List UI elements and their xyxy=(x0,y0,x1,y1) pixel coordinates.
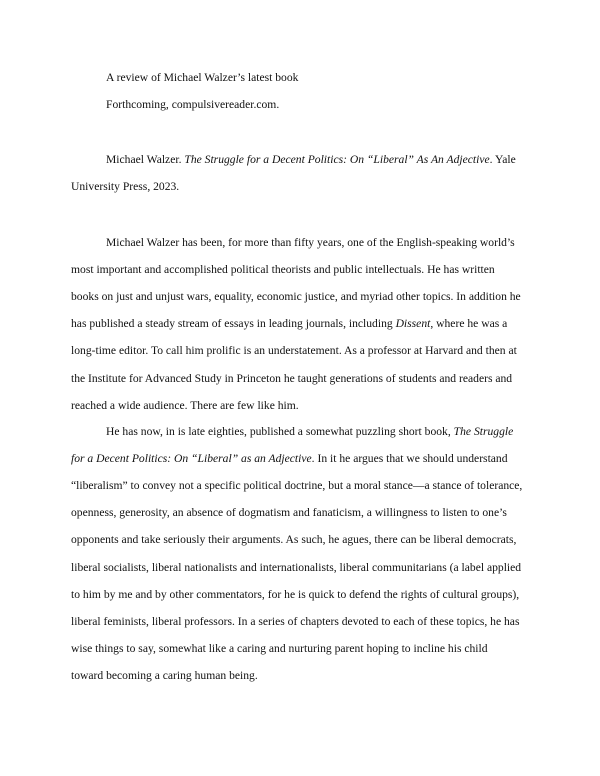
text-segment: liberal feminists, liberal professors. In a series of chapters devoted to each of these topics, he has xyxy=(71,614,520,628)
italic-title-text: The Struggle xyxy=(453,425,514,438)
text-segment: openness, generosity, an absence of dogmatism and fanaticism, a willingness to listen to one’s xyxy=(71,506,507,520)
paragraph-2-line xyxy=(71,533,516,547)
text-segment: the Institute for Advanced Study in Princeton he taught generations of students and readers and xyxy=(71,371,513,385)
paragraph-2-line xyxy=(71,561,521,575)
paragraph-2-line xyxy=(71,642,488,656)
paragraph-2-line xyxy=(71,588,519,602)
text-segment: , where he was a xyxy=(430,317,508,331)
citation-line xyxy=(106,153,516,167)
text-segment: A review of Michael Walzer’s latest book xyxy=(106,71,299,84)
italic-title-text: Dissent xyxy=(395,317,431,331)
italic-title-text: The Struggle for a Decent Politics: On “Liberal” As An Adjective xyxy=(184,153,490,166)
paragraph-2-line xyxy=(106,425,513,439)
text-segment: . Yale xyxy=(489,153,516,166)
paragraph-1-line xyxy=(71,372,512,386)
paragraph-1-line xyxy=(106,236,515,250)
text-segment: most important and accomplished political theorists and public intellectuals. He has written xyxy=(71,263,495,277)
text-segment: Michael Walzer has been, for more than fifty years, one of the English-speaking world’s xyxy=(106,236,515,249)
paragraph-1-line xyxy=(71,263,495,277)
text-segment: wise things to say, somewhat like a caring and nurturing parent hoping to incline his child xyxy=(71,641,488,655)
italic-title-text: for a Decent Politics: On “Liberal” as an Adjective xyxy=(71,452,312,466)
text-segment: books on just and unjust wars, equality, economic justice, and myriad other topics. In addition he xyxy=(71,290,521,304)
text-segment: University Press, 2023. xyxy=(71,180,180,194)
paragraph-1-line xyxy=(71,290,521,304)
citation-line xyxy=(71,180,179,194)
paragraph-1-line xyxy=(71,344,517,358)
header-line xyxy=(106,71,298,85)
text-segment: Michael Walzer. xyxy=(106,153,185,166)
text-segment: Forthcoming, compulsivereader.com. xyxy=(106,98,280,112)
text-segment: liberal socialists, liberal nationalists and internationalists, liberal communitarians (a label applied xyxy=(71,560,522,574)
paragraph-2-line xyxy=(71,669,258,683)
text-segment: reached a wide audience. There are few like him. xyxy=(71,398,299,412)
header-line xyxy=(106,98,279,112)
paragraph-2-line xyxy=(71,506,507,520)
text-segment: opponents and take seriously their arguments. As such, he agues, there can be liberal democrats, xyxy=(71,533,517,547)
text-segment: toward becoming a caring human being. xyxy=(71,668,258,682)
text-segment: He has now, in is late eighties, published a somewhat puzzling short book, xyxy=(106,425,454,438)
paragraph-2-line xyxy=(71,452,508,466)
text-segment: . In it he argues that we should understand xyxy=(311,452,508,466)
text-segment: has published a steady stream of essays in leading journals, including xyxy=(71,317,396,331)
paragraph-2-line xyxy=(71,479,522,493)
paragraph-2-line xyxy=(71,615,519,629)
paragraph-1-line xyxy=(71,317,507,331)
text-segment: to him by me and by other commentators, for he is quick to defend the rights of cultural groups), xyxy=(71,587,520,601)
text-segment: long-time editor. To call him prolific is an understatement. As a professor at Harvard and then at xyxy=(71,344,517,358)
paragraph-1-line xyxy=(71,399,299,413)
text-segment: “liberalism” to convey not a specific political doctrine, but a moral stance—a stance of tolerance, xyxy=(71,479,523,493)
